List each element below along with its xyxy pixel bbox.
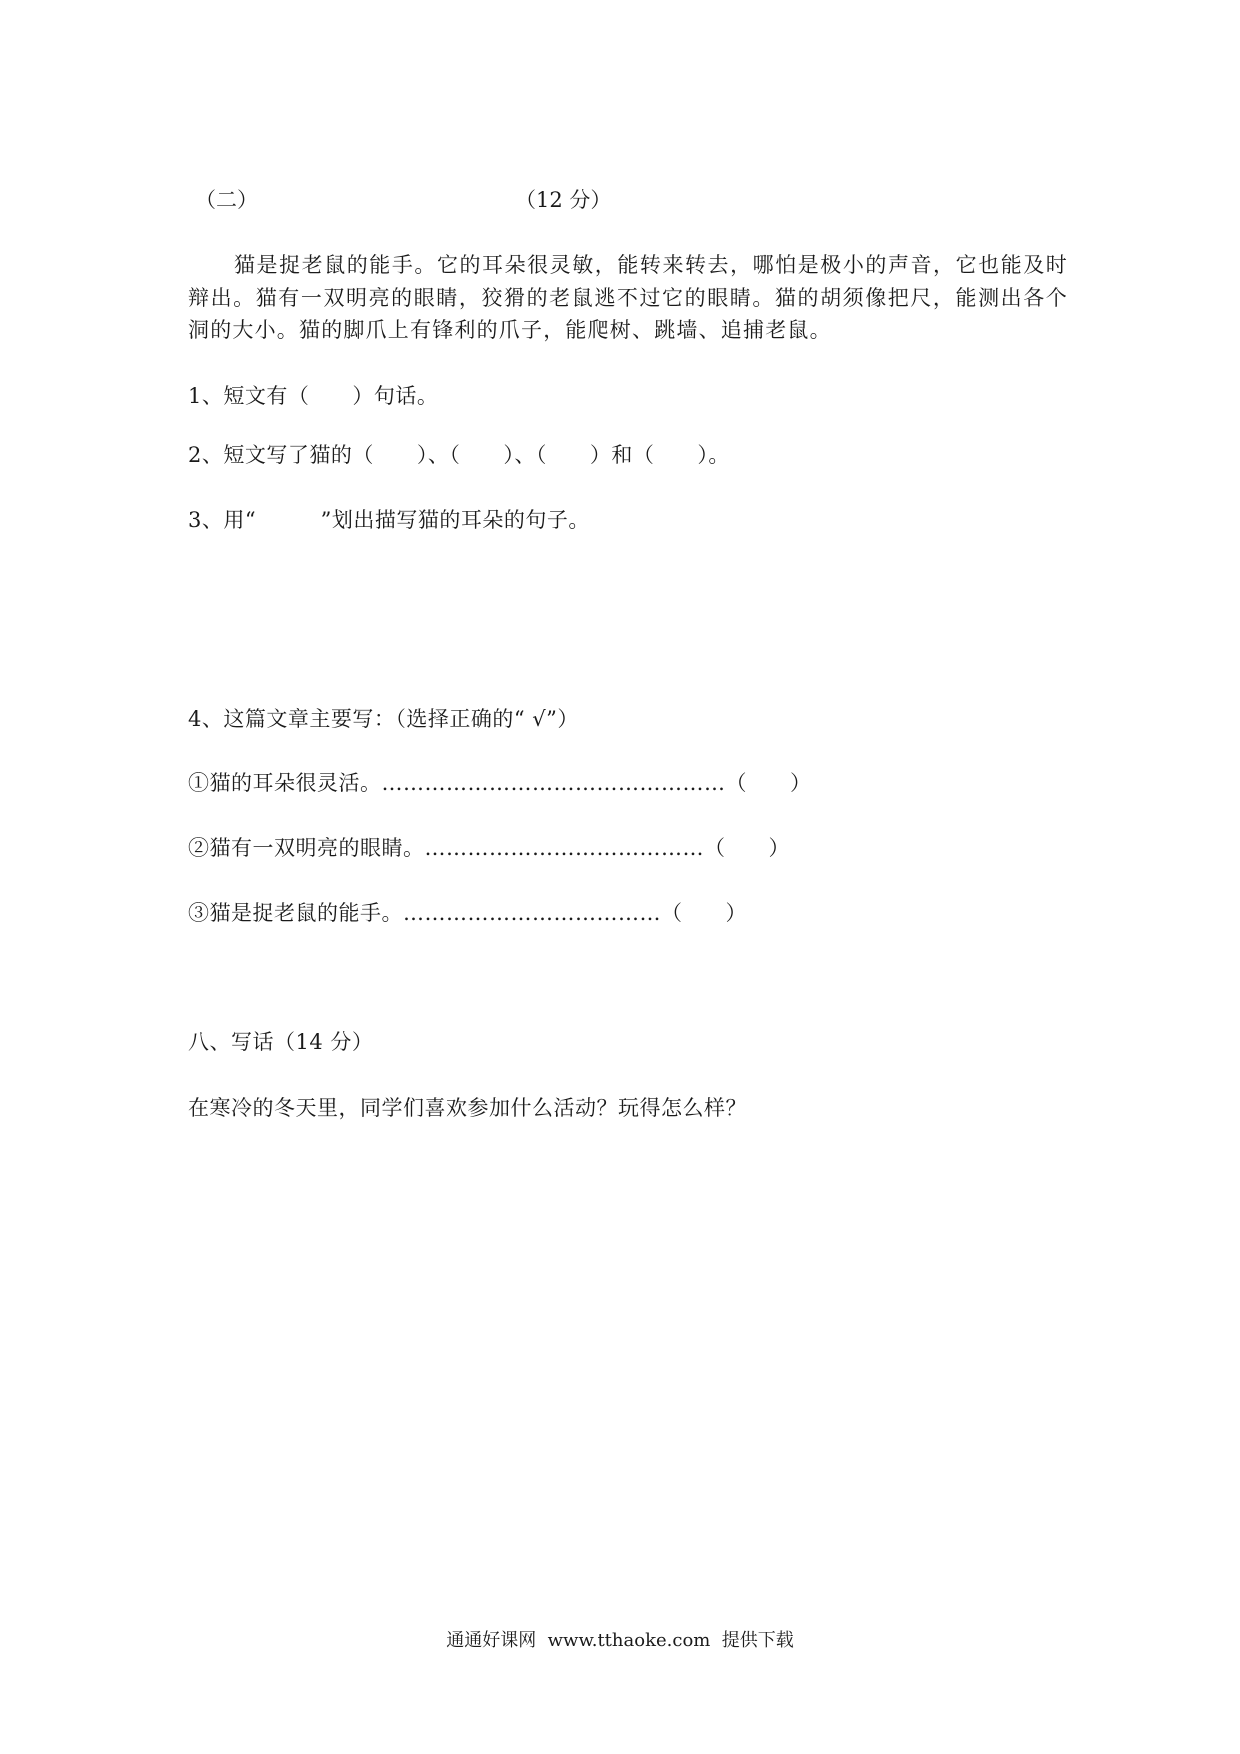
section-two-label: （二）	[195, 188, 258, 212]
writing-prompt: 在寒冷的冬天里，同学们喜欢参加什么活动？玩得怎么样？	[188, 1096, 747, 1120]
option-3: ③猫是捉老鼠的能手。………………………………（ ）	[188, 901, 747, 925]
section-eight-title: 八、写话（14 分）	[188, 1030, 374, 1054]
passage-text: 猫是捉老鼠的能手。它的耳朵很灵敏，能转来转去，哪怕是极小的声音，它也能及时辩出。猫有一双明亮的眼睛，狡猾的老鼠逃不过它的眼睛。猫的胡须像把尺，能测出各个洞的大小。猫的脚爪上有锋利的爪子，能爬树、跳墙、追捕老鼠。	[188, 253, 1068, 342]
footer-source: 通通好课网 www.tthaoke.com 提供下载	[446, 1630, 794, 1651]
section-two-score: （12 分）	[515, 188, 612, 212]
question-4: 4、这篇文章主要写：（选择正确的“ √”）	[188, 707, 579, 731]
question-2: 2、短文写了猫的（ ）、（ ）、（ ）和（ ）。	[188, 443, 730, 467]
option-2: ②猫有一双明亮的眼睛。…………………………………（ ）	[188, 836, 790, 860]
reading-passage	[188, 249, 1068, 347]
option-1: ①猫的耳朵很灵活。…………………………………………（ ）	[188, 771, 812, 795]
question-1: 1、短文有（ ）句话。	[188, 384, 439, 408]
question-3: 3、用“ ”划出描写猫的耳朵的句子。	[188, 508, 590, 532]
